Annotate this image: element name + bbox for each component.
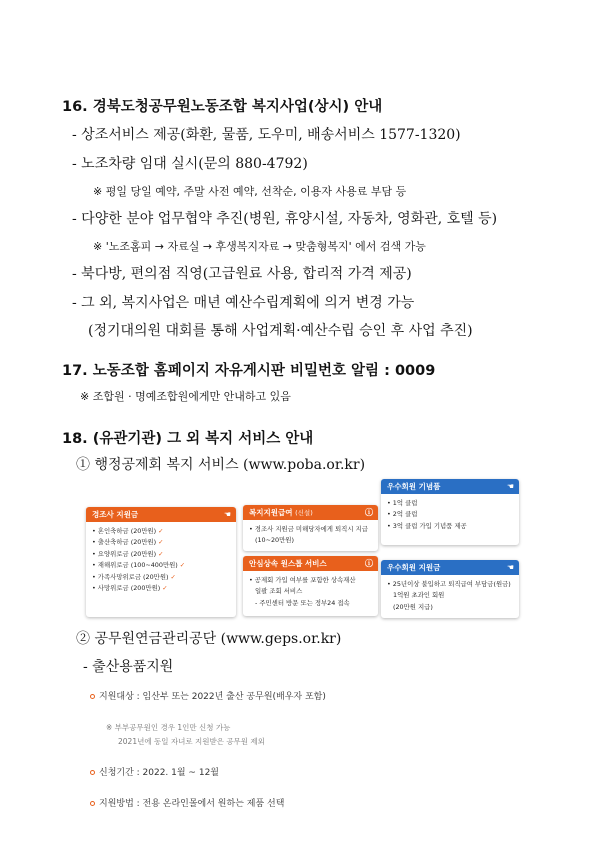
list-item: • 3억 클럽 가입 기념품 제공 <box>387 521 467 530</box>
hand-icon: ☚ <box>506 563 514 572</box>
section-18-title: 18. (유관기관) 그 외 복지 서비스 안내 <box>62 431 314 447</box>
info-icon: ⓘ <box>365 559 373 568</box>
check-icon: ✓ <box>158 538 164 547</box>
card-condolence-support <box>86 507 236 617</box>
check-icon: ✓ <box>179 561 186 570</box>
info-icon: ⓘ <box>365 508 373 517</box>
list-item: • 가족사망위로금 (20만원) ✓ <box>92 572 176 581</box>
card-title: 우수회원 기념품 <box>387 482 441 491</box>
s16-item-bookcafe: - 북다방, 편의점 직영(고급원료 사용, 합리적 가격 제공) <box>72 266 412 282</box>
card-vip-gift <box>381 479 519 545</box>
s16-note-vehicle: ※ 평일 당일 예약, 주말 사전 예약, 선착순, 이용자 사용료 부담 등 <box>93 185 407 198</box>
geps-note2: 2021년에 동일 자녀로 지원받은 공무원 제외 <box>118 737 265 746</box>
s18-item-poba: ① 행정공제회 복지 서비스 (www.poba.or.kr) <box>76 457 366 473</box>
geps-method: 지원방법 : 전용 온라인몰에서 원하는 제품 선택 <box>90 796 284 809</box>
card-vip-support <box>381 560 519 618</box>
card-inheritance-service <box>243 556 378 616</box>
geps-target: 지원대상 : 임산부 또는 2022년 출산 공무원(배우자 포함) <box>90 689 326 702</box>
list-item: • 경조사 지원금 미해당자에게 퇴직시 지급 <box>249 525 368 533</box>
check-icon: ✓ <box>162 584 168 593</box>
list-item: - 주민센터 방문 또는 정부24 접속 <box>255 598 350 607</box>
hand-icon: ☚ <box>223 510 231 519</box>
list-item: (10~20만원) <box>255 536 294 545</box>
list-item: • 공제회 가입 여부를 포함한 상속재산 <box>249 576 356 584</box>
list-item: • 재해위로금 (100~400만원) ✓ <box>92 561 186 570</box>
list-item: 1억원 초과인 회원 <box>393 591 445 600</box>
list-item: (20만원 지급) <box>393 602 433 611</box>
card-title: 우수회원 지원금 <box>387 563 441 572</box>
new-tag: (신설) <box>295 509 313 517</box>
s16-item-etc-detail: (정기대의원 대회를 통해 사업계획·예산수립 승인 후 사업 추진) <box>88 323 473 339</box>
s18-item-geps: ② 공무원연금관리공단 (www.geps.or.kr) <box>76 631 342 647</box>
list-item: • 2억 클럽 <box>387 510 418 519</box>
s16-item-agreement: - 다양한 분야 업무협약 추진(병원, 휴양시설, 자동차, 영화관, 호텔 등) <box>72 211 498 227</box>
bullet-icon <box>90 694 95 699</box>
s16-item-funeral: - 상조서비스 제공(화환, 물품, 도우미, 배송서비스 1577-1320) <box>72 127 461 143</box>
list-item: • 25년이상 불입하고 퇴직급여 부담금(원금) <box>387 580 511 588</box>
s16-note-agreement: ※ '노조홈피 → 자료실 → 후생복지자료 → 맞춤형복지' 에서 검색 가능 <box>93 240 426 253</box>
check-icon: ✓ <box>170 572 176 581</box>
s17-note: ※ 조합원 · 명예조합원에게만 안내하고 있음 <box>80 390 291 403</box>
section-16-title: 16. 경북도청공무원노동조합 복지사업(상시) 안내 <box>62 99 383 115</box>
section-17-title: 17. 노동조합 홈페이지 자유게시판 비밀번호 알림 : 0009 <box>62 363 436 379</box>
list-item: • 혼인축하금 (20만원) ✓ <box>92 527 164 535</box>
s18-item-geps-sub: - 출산용품지원 <box>83 659 174 675</box>
card-title: 경조사 지원금 <box>92 510 139 519</box>
list-item: • 1억 클럽 <box>387 499 418 507</box>
list-item: 일괄 조회 서비스 <box>255 587 303 596</box>
list-item: • 요양위로금 (20만원) ✓ <box>92 549 164 558</box>
list-item: • 사망위로금 (200만원) ✓ <box>92 584 168 593</box>
check-icon: ✓ <box>158 549 164 558</box>
geps-period: 신청기간 : 2022. 1월 ~ 12월 <box>90 765 219 778</box>
s16-item-etc: - 그 외, 복지사업은 매년 예산수립계획에 의거 변경 가능 <box>72 295 415 311</box>
bullet-icon <box>90 801 95 806</box>
card-title: 복지지원급여 <box>249 508 293 517</box>
card-title: 안심상속 원스톱 서비스 <box>249 559 327 568</box>
bullet-icon <box>90 770 95 775</box>
s16-item-vehicle: - 노조차량 임대 실시(문의 880-4792) <box>72 156 308 172</box>
list-item: • 출산축하금 (20만원) ✓ <box>92 538 164 547</box>
hand-icon: ☚ <box>506 482 514 491</box>
geps-note1: ※ 부부공무원인 경우 1인만 신청 가능 <box>106 723 231 732</box>
check-icon: ✓ <box>158 527 164 535</box>
card-welfare-benefit <box>243 505 378 551</box>
